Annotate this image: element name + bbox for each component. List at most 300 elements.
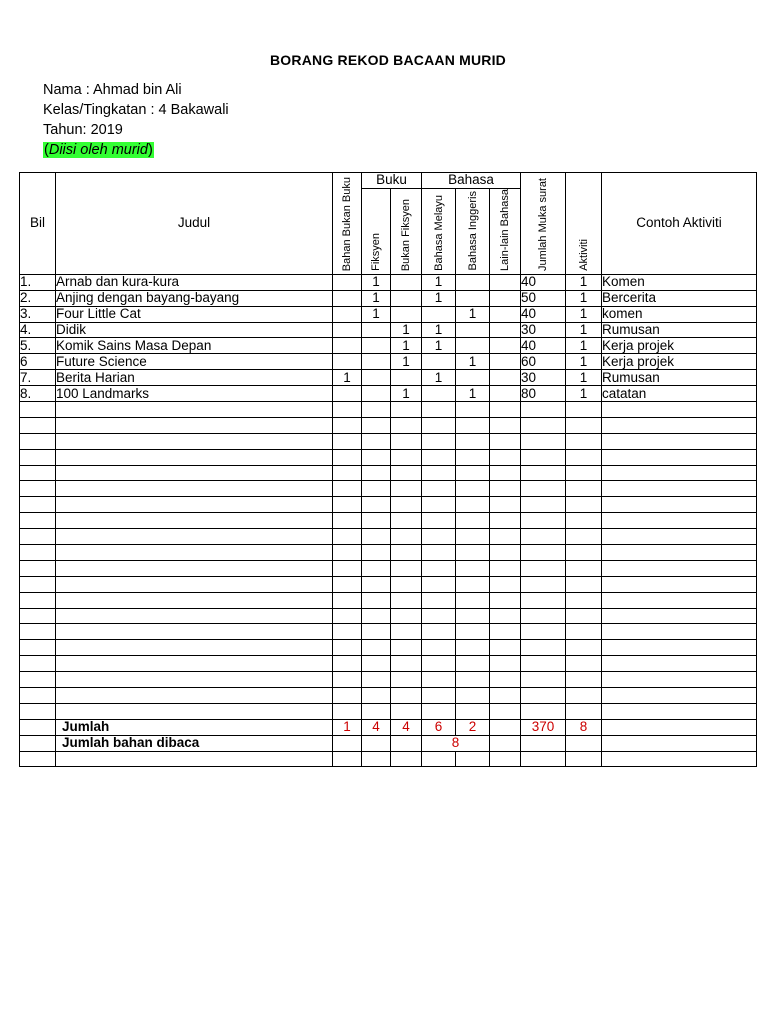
empty-cell	[20, 592, 56, 608]
total-bahasa-inggeris: 2	[456, 719, 490, 735]
cell-lain-lain-bahasa	[490, 322, 521, 338]
empty-row	[20, 449, 757, 465]
student-info	[43, 80, 229, 160]
empty-cell	[521, 624, 566, 640]
cell-contoh-aktiviti: Rumusan	[602, 322, 757, 338]
empty-cell	[20, 640, 56, 656]
empty-cell	[566, 497, 602, 513]
table-row	[20, 306, 757, 322]
empty-row	[20, 401, 757, 417]
empty-cell	[456, 449, 490, 465]
empty-cell	[456, 576, 490, 592]
empty-cell	[521, 529, 566, 545]
cell-fiksyen: 1	[362, 306, 391, 322]
empty-cell	[521, 608, 566, 624]
header-bahan-bukan-buku-label: Bahan Bukan Buku	[341, 176, 353, 271]
empty-cell	[20, 433, 56, 449]
header-bahasa-inggeris	[456, 188, 490, 274]
empty-row	[20, 417, 757, 433]
cell-judul: Berita Harian	[56, 370, 333, 386]
cell-bahan-bukan-buku: 1	[333, 370, 362, 386]
empty-cell	[490, 401, 521, 417]
empty-cell	[362, 592, 391, 608]
cell-judul: 100 Landmarks	[56, 386, 333, 402]
empty-row	[20, 481, 757, 497]
cell-fiksyen	[362, 386, 391, 402]
cell-bukan-fiksyen	[391, 306, 422, 322]
empty-cell	[566, 703, 602, 719]
empty-cell	[391, 751, 422, 767]
cell-jumlah-muka-surat: 40	[521, 306, 566, 322]
cell-bil: 5.	[20, 338, 56, 354]
cell-fiksyen	[362, 338, 391, 354]
total-read-blank	[391, 735, 422, 751]
empty-cell	[456, 688, 490, 704]
cell-fiksyen: 1	[362, 290, 391, 306]
total-aktiviti: 8	[566, 719, 602, 735]
empty-cell	[602, 703, 757, 719]
cell-bahasa-inggeris	[456, 370, 490, 386]
empty-cell	[422, 751, 456, 767]
header-fiksyen	[362, 188, 391, 274]
empty-row	[20, 592, 757, 608]
empty-cell	[521, 481, 566, 497]
cell-aktiviti: 1	[566, 322, 602, 338]
empty-cell	[602, 640, 757, 656]
empty-row	[20, 640, 757, 656]
student-name: Nama : Ahmad bin Ali	[43, 82, 182, 98]
cell-bahasa-inggeris: 1	[456, 306, 490, 322]
empty-cell	[333, 672, 362, 688]
empty-cell	[333, 449, 362, 465]
empty-cell	[333, 576, 362, 592]
cell-fiksyen	[362, 370, 391, 386]
total-jumlah-muka-surat: 370	[521, 719, 566, 735]
empty-cell	[56, 640, 333, 656]
cell-contoh-aktiviti: catatan	[602, 386, 757, 402]
empty-cell	[602, 449, 757, 465]
empty-cell	[490, 513, 521, 529]
empty-cell	[333, 513, 362, 529]
cell-jumlah-muka-surat: 50	[521, 290, 566, 306]
header-aktiviti	[566, 173, 602, 275]
reading-record-table	[19, 172, 757, 767]
empty-cell	[456, 497, 490, 513]
empty-cell	[422, 672, 456, 688]
empty-cell	[422, 624, 456, 640]
empty-cell	[602, 672, 757, 688]
empty-cell	[456, 640, 490, 656]
empty-cell	[362, 576, 391, 592]
empty-cell	[333, 608, 362, 624]
table-row	[20, 290, 757, 306]
cell-bukan-fiksyen: 1	[391, 322, 422, 338]
table-row	[20, 274, 757, 290]
empty-cell	[422, 608, 456, 624]
empty-row	[20, 433, 757, 449]
empty-cell	[490, 608, 521, 624]
header-bahasa-inggeris-label: Bahasa Inggeris	[466, 191, 479, 271]
cell-bahan-bukan-buku	[333, 354, 362, 370]
empty-cell	[391, 608, 422, 624]
empty-cell	[20, 608, 56, 624]
empty-cell	[362, 433, 391, 449]
empty-row	[20, 656, 757, 672]
empty-cell	[422, 544, 456, 560]
header-jumlah-muka-surat	[521, 173, 566, 275]
cell-bukan-fiksyen	[391, 290, 422, 306]
empty-cell	[20, 417, 56, 433]
empty-cell	[490, 449, 521, 465]
empty-cell	[602, 560, 757, 576]
cell-aktiviti: 1	[566, 386, 602, 402]
total-read-blank	[333, 735, 362, 751]
empty-row	[20, 624, 757, 640]
empty-cell	[422, 433, 456, 449]
cell-bukan-fiksyen: 1	[391, 386, 422, 402]
header-judul: Judul	[56, 173, 333, 275]
empty-cell	[456, 417, 490, 433]
empty-cell	[56, 433, 333, 449]
cell-bahasa-melayu	[422, 386, 456, 402]
empty-cell	[566, 624, 602, 640]
empty-cell	[422, 481, 456, 497]
cell-fiksyen	[362, 354, 391, 370]
empty-cell	[362, 449, 391, 465]
cell-bahasa-inggeris: 1	[456, 354, 490, 370]
empty-cell	[521, 640, 566, 656]
cell-lain-lain-bahasa	[490, 354, 521, 370]
empty-cell	[422, 703, 456, 719]
empty-cell	[391, 433, 422, 449]
empty-cell	[602, 688, 757, 704]
empty-cell	[391, 465, 422, 481]
cell-bahasa-inggeris	[456, 290, 490, 306]
cell-aktiviti: 1	[566, 274, 602, 290]
empty-cell	[391, 544, 422, 560]
empty-cell	[56, 449, 333, 465]
empty-cell	[566, 449, 602, 465]
total-fiksyen: 4	[362, 719, 391, 735]
empty-cell	[566, 576, 602, 592]
empty-cell	[602, 401, 757, 417]
cell-jumlah-muka-surat: 30	[521, 322, 566, 338]
empty-cell	[56, 751, 333, 767]
cell-lain-lain-bahasa	[490, 338, 521, 354]
empty-cell	[362, 465, 391, 481]
total-bahasa-melayu: 6	[422, 719, 456, 735]
cell-bil: 7.	[20, 370, 56, 386]
empty-cell	[521, 703, 566, 719]
cell-bahasa-inggeris	[456, 322, 490, 338]
empty-cell	[362, 497, 391, 513]
empty-cell	[362, 560, 391, 576]
cell-bahasa-melayu	[422, 306, 456, 322]
cell-bil: 6	[20, 354, 56, 370]
empty-cell	[333, 497, 362, 513]
empty-row	[20, 688, 757, 704]
cell-bahasa-inggeris: 1	[456, 386, 490, 402]
cell-jumlah-muka-surat: 60	[521, 354, 566, 370]
empty-cell	[490, 497, 521, 513]
empty-cell	[602, 576, 757, 592]
empty-cell	[333, 703, 362, 719]
total-read-blank	[20, 735, 56, 751]
empty-cell	[391, 592, 422, 608]
empty-cell	[391, 560, 422, 576]
header-lain-lain-bahasa-label: Lain-lain Bahasa	[499, 188, 511, 271]
empty-cell	[56, 481, 333, 497]
total-read-blank	[490, 735, 521, 751]
total-lain-lain-bahasa	[490, 719, 521, 735]
table-row	[20, 386, 757, 402]
empty-cell	[566, 640, 602, 656]
empty-row	[20, 703, 757, 719]
empty-cell	[391, 529, 422, 545]
table-row	[20, 354, 757, 370]
total-read-blank	[602, 735, 757, 751]
empty-cell	[333, 544, 362, 560]
cell-bahan-bukan-buku	[333, 338, 362, 354]
empty-cell	[362, 703, 391, 719]
empty-cell	[362, 688, 391, 704]
cell-aktiviti: 1	[566, 306, 602, 322]
header-lain-lain-bahasa	[490, 188, 521, 274]
empty-cell	[566, 433, 602, 449]
empty-cell	[56, 544, 333, 560]
header-bil: Bil	[20, 173, 56, 275]
header-bukan-fiksyen-label: Bukan Fiksyen	[400, 198, 412, 271]
empty-cell	[456, 672, 490, 688]
empty-row	[20, 529, 757, 545]
cell-bil: 4.	[20, 322, 56, 338]
header-bahan-bukan-buku	[333, 173, 362, 275]
empty-cell	[566, 672, 602, 688]
table-row	[20, 370, 757, 386]
empty-cell	[333, 640, 362, 656]
empty-cell	[602, 481, 757, 497]
empty-cell	[20, 672, 56, 688]
empty-cell	[56, 513, 333, 529]
empty-cell	[566, 513, 602, 529]
empty-cell	[490, 560, 521, 576]
empty-cell	[56, 592, 333, 608]
empty-cell	[362, 608, 391, 624]
empty-cell	[422, 576, 456, 592]
cell-aktiviti: 1	[566, 370, 602, 386]
form-title: BORANG REKOD BACAAN MURID	[270, 52, 506, 68]
empty-cell	[566, 560, 602, 576]
empty-cell	[566, 481, 602, 497]
empty-cell	[20, 703, 56, 719]
fill-note-highlight	[43, 142, 154, 158]
empty-cell	[602, 592, 757, 608]
header-bahasa-melayu-label: Bahasa Melayu	[432, 195, 445, 271]
header-row-top	[20, 173, 757, 189]
header-bukan-fiksyen	[391, 188, 422, 274]
empty-cell	[456, 656, 490, 672]
empty-cell	[20, 576, 56, 592]
empty-cell	[20, 656, 56, 672]
empty-cell	[422, 513, 456, 529]
note-close: )	[147, 142, 153, 158]
empty-cell	[20, 481, 56, 497]
empty-cell	[566, 751, 602, 767]
cell-bukan-fiksyen	[391, 274, 422, 290]
empty-row	[20, 513, 757, 529]
empty-cell	[456, 465, 490, 481]
total-read-blank	[521, 735, 566, 751]
empty-cell	[391, 703, 422, 719]
cell-judul: Anjing dengan bayang-bayang	[56, 290, 333, 306]
empty-cell	[362, 401, 391, 417]
record-year: Tahun: 2019	[43, 122, 123, 138]
empty-cell	[391, 513, 422, 529]
empty-cell	[20, 560, 56, 576]
cell-jumlah-muka-surat: 40	[521, 274, 566, 290]
empty-cell	[490, 672, 521, 688]
total-read-value: 8	[422, 735, 490, 751]
total-read-blank	[362, 735, 391, 751]
empty-cell	[422, 592, 456, 608]
empty-cell	[490, 640, 521, 656]
empty-cell	[490, 576, 521, 592]
header-buku: Buku	[362, 173, 422, 189]
empty-row	[20, 560, 757, 576]
table-body	[20, 274, 757, 767]
empty-cell	[602, 497, 757, 513]
empty-cell	[362, 656, 391, 672]
empty-cell	[422, 401, 456, 417]
cell-bil: 2.	[20, 290, 56, 306]
empty-cell	[490, 465, 521, 481]
table-row	[20, 338, 757, 354]
empty-cell	[602, 513, 757, 529]
empty-cell	[602, 624, 757, 640]
empty-cell	[333, 656, 362, 672]
empty-cell	[391, 640, 422, 656]
empty-cell	[362, 417, 391, 433]
empty-cell	[602, 656, 757, 672]
cell-bahan-bukan-buku	[333, 274, 362, 290]
empty-cell	[566, 688, 602, 704]
empty-cell	[391, 401, 422, 417]
empty-cell	[422, 417, 456, 433]
cell-contoh-aktiviti: Rumusan	[602, 370, 757, 386]
empty-cell	[422, 449, 456, 465]
cell-bahasa-inggeris	[456, 338, 490, 354]
empty-cell	[456, 401, 490, 417]
empty-cell	[56, 656, 333, 672]
empty-cell	[521, 401, 566, 417]
empty-row	[20, 751, 757, 767]
cell-fiksyen	[362, 322, 391, 338]
empty-cell	[422, 640, 456, 656]
totals-label: Jumlah	[56, 719, 333, 735]
empty-cell	[521, 592, 566, 608]
empty-cell	[333, 688, 362, 704]
empty-cell	[602, 751, 757, 767]
empty-cell	[602, 529, 757, 545]
cell-contoh-aktiviti: komen	[602, 306, 757, 322]
empty-cell	[456, 513, 490, 529]
cell-jumlah-muka-surat: 30	[521, 370, 566, 386]
cell-bahasa-melayu: 1	[422, 290, 456, 306]
cell-judul: Komik Sains Masa Depan	[56, 338, 333, 354]
cell-bahan-bukan-buku	[333, 322, 362, 338]
cell-lain-lain-bahasa	[490, 290, 521, 306]
cell-bahasa-inggeris	[456, 274, 490, 290]
total-read-blank	[566, 735, 602, 751]
empty-cell	[521, 497, 566, 513]
cell-bil: 1.	[20, 274, 56, 290]
total-read-row	[20, 735, 757, 751]
empty-cell	[391, 417, 422, 433]
empty-cell	[521, 417, 566, 433]
empty-cell	[521, 433, 566, 449]
empty-cell	[490, 751, 521, 767]
cell-lain-lain-bahasa	[490, 274, 521, 290]
empty-cell	[362, 481, 391, 497]
empty-cell	[422, 560, 456, 576]
empty-cell	[422, 688, 456, 704]
empty-cell	[362, 672, 391, 688]
cell-bahasa-melayu: 1	[422, 322, 456, 338]
empty-cell	[391, 497, 422, 513]
empty-cell	[456, 608, 490, 624]
empty-cell	[566, 401, 602, 417]
cell-jumlah-muka-surat: 80	[521, 386, 566, 402]
note-text: Diisi oleh murid	[48, 142, 148, 158]
empty-cell	[56, 703, 333, 719]
empty-cell	[391, 481, 422, 497]
empty-cell	[490, 624, 521, 640]
empty-cell	[56, 608, 333, 624]
empty-cell	[566, 608, 602, 624]
empty-cell	[456, 544, 490, 560]
empty-cell	[566, 465, 602, 481]
empty-cell	[56, 576, 333, 592]
cell-bahan-bukan-buku	[333, 290, 362, 306]
empty-cell	[456, 529, 490, 545]
empty-cell	[521, 751, 566, 767]
cell-jumlah-muka-surat: 40	[521, 338, 566, 354]
cell-bukan-fiksyen	[391, 370, 422, 386]
empty-cell	[602, 433, 757, 449]
student-class: Kelas/Tingkatan : 4 Bakawali	[43, 102, 229, 118]
empty-cell	[456, 703, 490, 719]
total-bahan-bukan-buku: 1	[333, 719, 362, 735]
empty-cell	[333, 751, 362, 767]
cell-judul: Future Science	[56, 354, 333, 370]
empty-cell	[20, 624, 56, 640]
totals-row	[20, 719, 757, 735]
empty-cell	[56, 672, 333, 688]
empty-cell	[602, 544, 757, 560]
header-aktiviti-label: Aktiviti	[577, 239, 590, 271]
empty-row	[20, 465, 757, 481]
cell-contoh-aktiviti: Bercerita	[602, 290, 757, 306]
total-read-label: Jumlah bahan dibaca	[56, 735, 333, 751]
empty-cell	[602, 465, 757, 481]
empty-cell	[490, 688, 521, 704]
cell-aktiviti: 1	[566, 338, 602, 354]
empty-cell	[602, 608, 757, 624]
empty-cell	[391, 449, 422, 465]
cell-bahan-bukan-buku	[333, 386, 362, 402]
empty-row	[20, 608, 757, 624]
empty-cell	[490, 592, 521, 608]
